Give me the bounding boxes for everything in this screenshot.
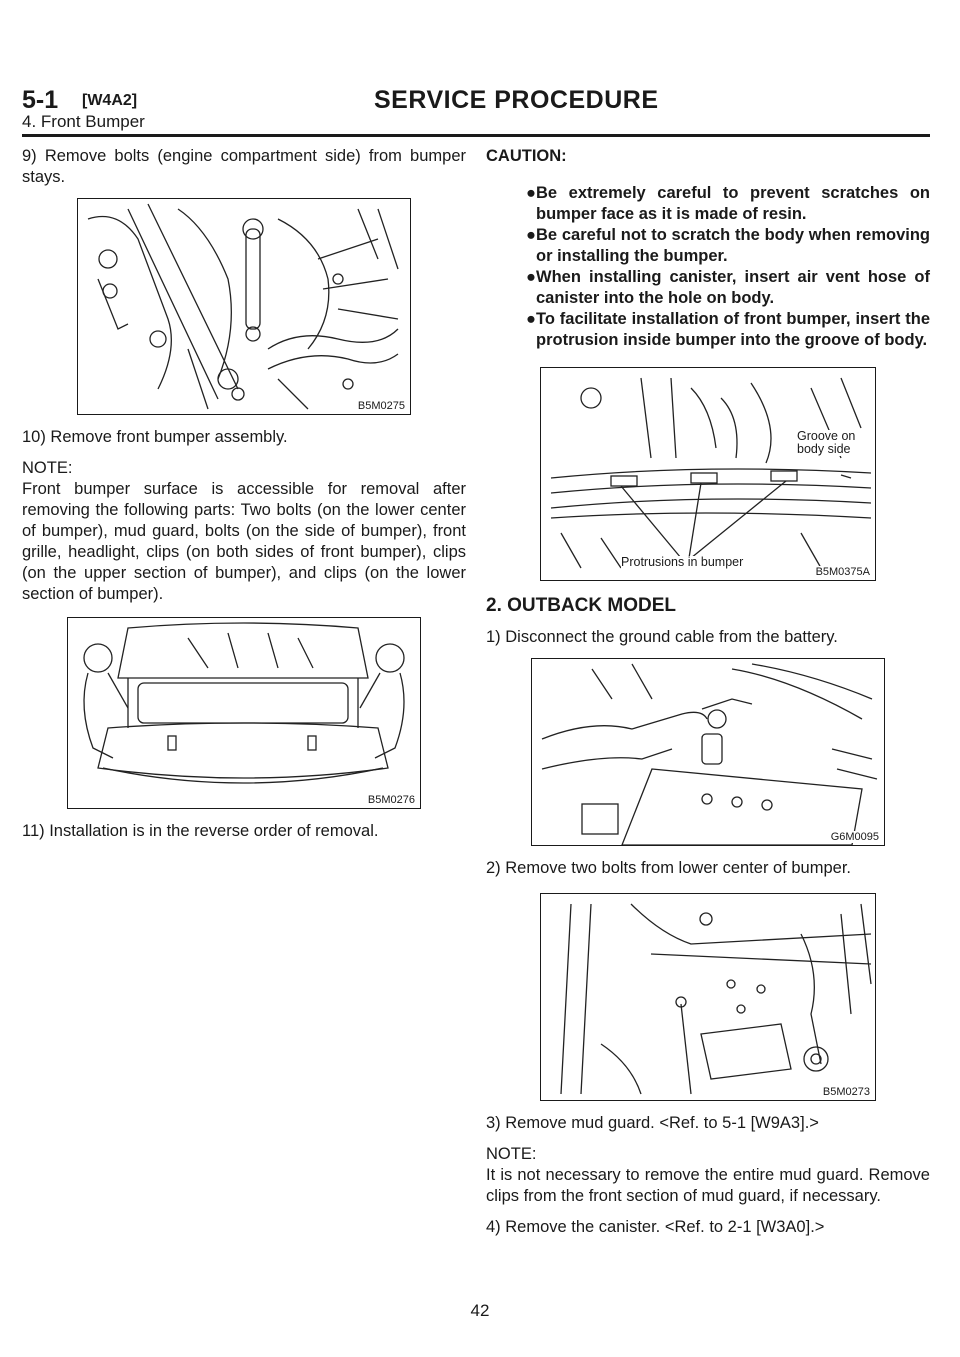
engine-compartment-illustration bbox=[78, 199, 410, 414]
caution-text: To facilitate installation of front bumper, insert the protrusion inside bumper into the groove of body. bbox=[536, 310, 930, 349]
caution-item bbox=[526, 225, 930, 267]
header-rule bbox=[22, 134, 930, 137]
page-subtitle: 4. Front Bumper bbox=[22, 112, 145, 131]
page-number: 42 bbox=[470, 1301, 490, 1320]
section-number: 5-1 bbox=[22, 86, 59, 114]
note-text: Front bumper surface is accessible for removal after removing the following parts: Two bolts (on the lower center of bumper), mud guard, bolts (on the side of bumper), front grille, headlight, clips (on both sides of front bumper), clips (on the upper section of bumper), and clips (on the lower section of bumper). bbox=[22, 480, 466, 603]
caution-text: When installing canister, insert air vent hose of canister into the hole on body. bbox=[536, 268, 930, 307]
caution-item bbox=[526, 183, 930, 225]
bullet-icon: ● bbox=[526, 268, 536, 286]
figure-lower-bolts bbox=[540, 893, 876, 1101]
figure-id: B5M0375A bbox=[815, 566, 870, 578]
note-text: It is not necessary to remove the entire mud guard. Remove clips from the front section of mud guard, if necessary. bbox=[486, 1166, 930, 1205]
page-title: SERVICE PROCEDURE bbox=[374, 86, 659, 114]
caution-text: Be careful not to scratch the body when removing or installing the bumper. bbox=[536, 226, 930, 265]
step-10: 10) Remove front bumper assembly. bbox=[22, 428, 288, 446]
note-label: NOTE: bbox=[22, 459, 73, 477]
step-9: 9) Remove bolts (engine compartment side) from bumper stays. bbox=[22, 147, 466, 186]
right-column bbox=[486, 146, 930, 1248]
step-1: 1) Disconnect the ground cable from the battery. bbox=[486, 628, 838, 646]
bullet-icon: ● bbox=[526, 226, 536, 244]
protrusions-label: Protrusions in bumper bbox=[621, 555, 744, 569]
section-code: [W4A2] bbox=[82, 92, 138, 109]
figure-id: B5M0276 bbox=[367, 794, 415, 806]
figure-engine-compartment bbox=[77, 198, 411, 415]
figure-groove-protrusions bbox=[540, 367, 876, 581]
lower-bolts-illustration bbox=[541, 894, 875, 1100]
figure-id: B5M0275 bbox=[357, 400, 405, 412]
step-3: 3) Remove mud guard. <Ref. to 5-1 [W9A3].> bbox=[486, 1114, 819, 1132]
page-header bbox=[22, 86, 930, 136]
step-4: 4) Remove the canister. <Ref. to 2-1 [W3A0].> bbox=[486, 1218, 825, 1236]
groove-protrusions-illustration bbox=[541, 368, 875, 580]
caution-label: CAUTION: bbox=[486, 147, 567, 165]
section-heading: 2. OUTBACK MODEL bbox=[486, 595, 676, 616]
step-2: 2) Remove two bolts from lower center of bumper. bbox=[486, 859, 851, 877]
figure-battery-cable bbox=[531, 658, 885, 846]
caution-text: Be extremely careful to prevent scratches on bumper face as it is made of resin. bbox=[536, 184, 930, 223]
bullet-icon: ● bbox=[526, 184, 536, 202]
caution-list bbox=[486, 183, 930, 351]
left-column bbox=[22, 146, 466, 852]
figure-id: B5M0273 bbox=[822, 1086, 870, 1098]
bullet-icon: ● bbox=[526, 310, 536, 328]
groove-label: Groove on body side bbox=[797, 430, 871, 456]
battery-cable-illustration bbox=[532, 659, 884, 845]
caution-item bbox=[526, 267, 930, 309]
note-label: NOTE: bbox=[486, 1145, 537, 1163]
bumper-removal-illustration bbox=[68, 618, 420, 808]
figure-bumper-removal bbox=[67, 617, 421, 809]
figure-id: G6M0095 bbox=[830, 831, 879, 843]
caution-item bbox=[526, 309, 930, 351]
step-11: 11) Installation is in the reverse order of removal. bbox=[22, 822, 379, 840]
